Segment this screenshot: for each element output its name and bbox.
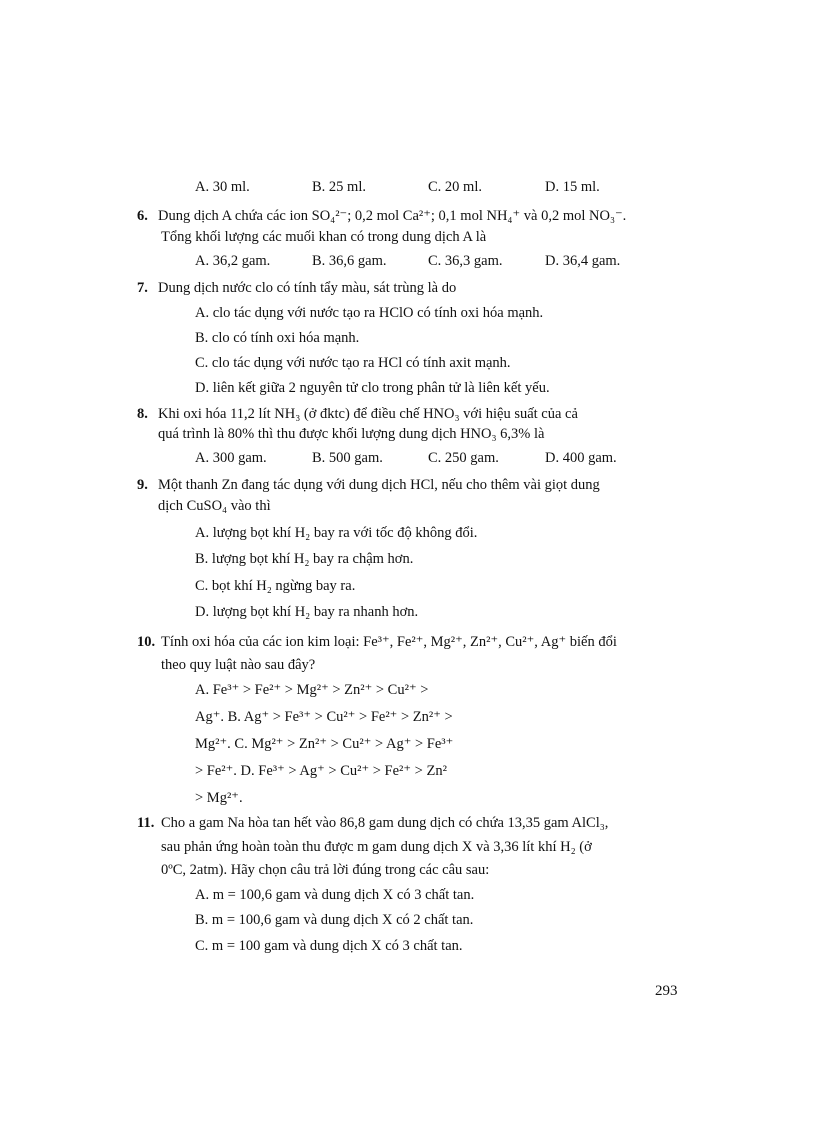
q9-option-c: C. bọt khí H₂ ngừng bay ra. xyxy=(195,578,356,594)
q11-number: 11. xyxy=(137,815,155,831)
q11-option-c: C. m = 100 gam và dung dịch X có 3 chất tan. xyxy=(195,938,463,954)
q7-option-b: B. clo có tính oxi hóa mạnh. xyxy=(195,330,360,346)
q10-number: 10. xyxy=(137,634,156,650)
q11-stem-line1: Cho a gam Na hòa tan hết vào 86,8 gam dung dịch có chứa 13,35 gam AlCl₃, xyxy=(161,815,609,831)
q8-option-b: B. 500 gam. xyxy=(312,450,383,466)
q8-option-a: A. 300 gam. xyxy=(195,450,267,466)
q10-options-line1: A. Fe³⁺ > Fe²⁺ > Mg²⁺ > Zn²⁺ > Cu²⁺ > xyxy=(195,682,429,698)
q9-number: 9. xyxy=(137,477,148,493)
q10-stem-line1: Tính oxi hóa của các ion kim loại: Fe³⁺, Fe²⁺, Mg²⁺, Zn²⁺, Cu²⁺, Ag⁺ biến đổi xyxy=(161,634,617,650)
q5-option-c: C. 20 ml. xyxy=(428,179,482,195)
q8-number: 8. xyxy=(137,406,148,422)
q9-stem-line2: dịch CuSO₄ vào thì xyxy=(158,498,271,514)
q10-options-line5: > Mg²⁺. xyxy=(195,790,243,806)
q8-stem-line2: quá trình là 80% thì thu được khối lượng dung dịch HNO₃ 6,3% là xyxy=(158,426,545,442)
q8-option-d: D. 400 gam. xyxy=(545,450,617,466)
q7-stem: Dung dịch nước clo có tính tẩy màu, sát trùng là do xyxy=(158,280,457,296)
q6-option-c: C. 36,3 gam. xyxy=(428,253,503,269)
q8-option-c: C. 250 gam. xyxy=(428,450,499,466)
q6-stem-line1: Dung dịch A chứa các ion SO₄²⁻; 0,2 mol Ca²⁺; 0,1 mol NH₄⁺ và 0,2 mol NO₃⁻. xyxy=(158,208,627,224)
q11-option-b: B. m = 100,6 gam và dung dịch X có 2 chất tan. xyxy=(195,912,474,928)
q11-stem-line2: sau phản ứng hoàn toàn thu được m gam dung dịch X và 3,36 lít khí H₂ (ở xyxy=(161,839,592,855)
q9-option-b: B. lượng bọt khí H₂ bay ra chậm hơn. xyxy=(195,551,414,567)
q7-number: 7. xyxy=(137,280,148,296)
q10-options-line4: > Fe²⁺. D. Fe³⁺ > Ag⁺ > Cu²⁺ > Fe²⁺ > Zn² xyxy=(195,763,447,779)
q9-stem-line1: Một thanh Zn đang tác dụng với dung dịch HCl, nếu cho thêm vài giọt dung xyxy=(158,477,600,493)
q6-number: 6. xyxy=(137,208,148,224)
q10-stem-line2: theo quy luật nào sau đây? xyxy=(161,657,316,673)
q5-option-a: A. 30 ml. xyxy=(195,179,250,195)
q5-option-b: B. 25 ml. xyxy=(312,179,366,195)
q10-options-line2: Ag⁺. B. Ag⁺ > Fe³⁺ > Cu²⁺ > Fe²⁺ > Zn²⁺ > xyxy=(195,709,453,725)
q7-option-d: D. liên kết giữa 2 nguyên tử clo trong phân tử là liên kết yếu. xyxy=(195,380,550,396)
q7-option-c: C. clo tác dụng với nước tạo ra HCl có tính axit mạnh. xyxy=(195,355,511,371)
q9-option-d: D. lượng bọt khí H₂ bay ra nhanh hơn. xyxy=(195,604,419,620)
q10-options-line3: Mg²⁺. C. Mg²⁺ > Zn²⁺ > Cu²⁺ > Ag⁺ > Fe³⁺ xyxy=(195,736,454,752)
q11-stem-line3: 0ºC, 2atm). Hãy chọn câu trả lời đúng trong các câu sau: xyxy=(161,862,490,878)
q5-option-d: D. 15 ml. xyxy=(545,179,600,195)
q7-option-a: A. clo tác dụng với nước tạo ra HClO có tính oxi hóa mạnh. xyxy=(195,305,544,321)
q6-stem-line2: Tổng khối lượng các muối khan có trong dung dịch A là xyxy=(161,229,487,245)
q11-option-a: A. m = 100,6 gam và dung dịch X có 3 chất tan. xyxy=(195,887,475,903)
page-number: 293 xyxy=(655,983,678,999)
q6-option-d: D. 36,4 gam. xyxy=(545,253,621,269)
q6-option-a: A. 36,2 gam. xyxy=(195,253,271,269)
q6-option-b: B. 36,6 gam. xyxy=(312,253,387,269)
q8-stem-line1: Khi oxi hóa 11,2 lít NH₃ (ở đktc) để điều chế HNO₃ với hiệu suất của cả xyxy=(158,406,578,422)
q9-option-a: A. lượng bọt khí H₂ bay ra với tốc độ không đổi. xyxy=(195,525,478,541)
